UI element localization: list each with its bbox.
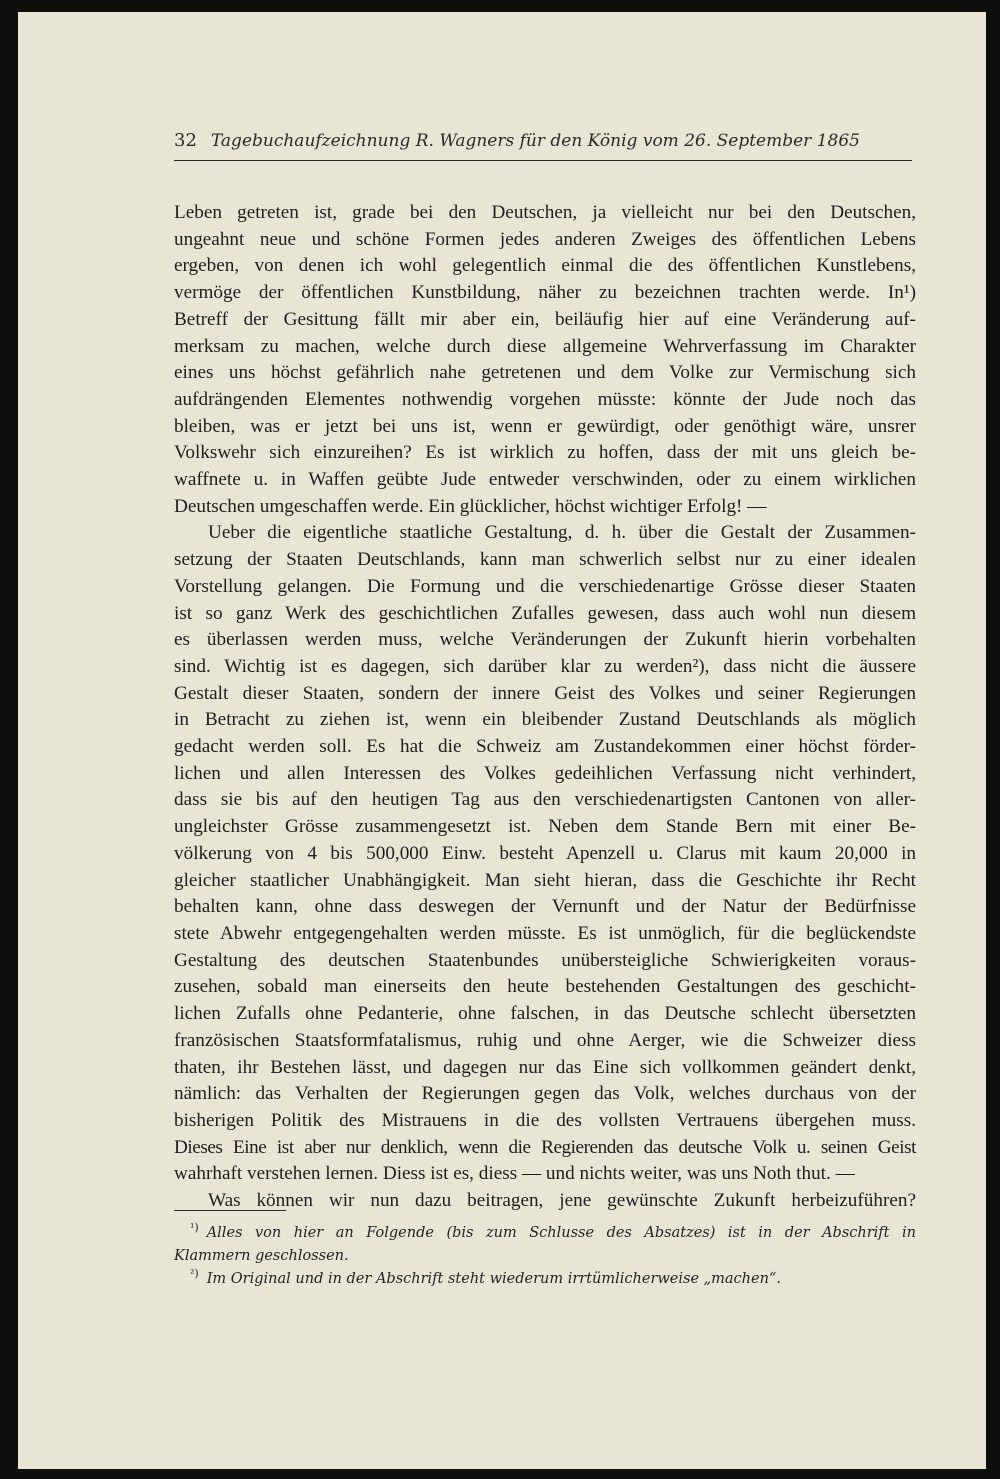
text-line: wahrhaft verstehen lernen. Diess ist es, diess — und nichts weiter, was uns Noth thut. — <box>174 1163 855 1185</box>
text-line: ergeben, von denen ich wohl gelegentlich einmal die des öffentlichen Kunstlebens, <box>174 255 916 277</box>
page-number: 32 <box>174 130 197 151</box>
footnote-text: Alles von hier an Folgende (bis zum Schlusse des Absatzes) ist in der Abschrift in <box>206 1225 916 1241</box>
body-text <box>174 200 916 1215</box>
text-line: lichen Zufalls ohne Pedanterie, ohne falschen, in das Deutsche schlecht übersetzten <box>174 1003 916 1025</box>
text-line: stete Abwehr entgegengehalten werden müsste. Es ist unmöglich, für die beglückendste <box>174 922 916 944</box>
text-line: es überlassen werden muss, welche Veränderungen der Zukunft hierin vorbehalten <box>174 629 916 651</box>
text-line: ungleichster Grösse zusammengesetzt ist. Neben dem Stande Bern mit einer Be- <box>174 816 916 838</box>
text-line: vermöge der öffentlichen Kunstbildung, näher zu bezeichnen trachten werde. In¹) <box>174 282 916 304</box>
text-line: gedacht werden soll. Es hat die Schweiz am Zustandekommen einer höchst förder- <box>174 736 916 758</box>
text-line: Gestaltung des deutschen Staatenbundes unübersteigliche Schwierigkeiten voraus- <box>174 949 916 971</box>
text-line: völkerung von 4 bis 500,000 Einw. besteht Apenzell u. Clarus mit kaum 20,000 in <box>174 842 916 864</box>
text-line: Vorstellung gelangen. Die Formung und die verschiedenartige Grösse dieser Staaten <box>174 575 916 597</box>
footnote-separator <box>174 1210 286 1211</box>
text-line: zusehen, sobald man einerseits den heute bestehenden Gestaltungen des geschicht- <box>174 976 916 998</box>
text-line: behalten kann, ohne dass deswegen der Vernunft und der Natur der Bedürfnisse <box>174 896 916 918</box>
footnote-1 <box>174 1222 916 1268</box>
text-line: bisherigen Politik des Mistrauens in die des vollsten Vertrauens übergehen muss. <box>174 1109 916 1131</box>
footnote-line <box>174 1222 916 1245</box>
footnote-marker: ²) <box>190 1267 199 1281</box>
footnote-line: Klammern geschlossen. <box>174 1248 349 1264</box>
text-line: sind. Wichtig ist es dagegen, sich darüber klar zu werden²), dass nicht die äussere <box>174 655 916 677</box>
text-line: aufdrängenden Elementes nothwendig vorgehen müsste: könnte der Jude noch das <box>174 388 916 410</box>
text-line: thaten, ihr Bestehen lässt, und dagegen nur das Eine sich vollkommen geändert denkt, <box>174 1056 916 1078</box>
text-line: waffnete u. in Waffen geübte Jude entweder verschwinden, oder zu einem wirklichen <box>174 469 916 491</box>
running-header <box>174 130 912 161</box>
text-line: dass sie bis auf den heutigen Tag aus den verschiedenartigsten Cantonen von aller- <box>174 789 916 811</box>
text-line: Was können wir nun dazu beitragen, jene gewünschte Zukunft herbeizuführen? <box>208 1190 916 1212</box>
text-line: gleicher staatlicher Unabhängigkeit. Man sieht hieran, dass die Geschichte ihr Recht <box>174 869 916 891</box>
text-line: eines uns höchst gefährlich nahe getretenen und dem Volke zur Vermischung sich <box>174 362 916 384</box>
paragraph-2 <box>174 520 916 1188</box>
text-line: Volkswehr sich einzureihen? Es ist wirklich zu hoffen, dass der mit uns gleich be- <box>174 442 916 464</box>
text-line: nämlich: das Verhalten der Regierungen gegen das Volk, welches durchaus von der <box>174 1083 916 1105</box>
footnote-2 <box>174 1268 916 1291</box>
paragraph-1 <box>174 200 916 520</box>
text-line: Dieses Eine ist aber nur denklich, wenn die Regierenden das deutsche Volk u. seinen Geist <box>174 1136 916 1158</box>
text-line: Gestalt dieser Staaten, sondern der innere Geist des Volkes und seiner Regierungen <box>174 682 916 704</box>
text-line: Leben getreten ist, grade bei den Deutschen, ja vielleicht nur bei den Deutschen, <box>174 202 916 223</box>
text-line: merksam zu machen, welche durch diese allgemeine Wehrverfassung im Charakter <box>174 335 916 357</box>
footnote-line <box>174 1268 916 1291</box>
footnote-marker: ¹) <box>190 1221 199 1235</box>
text-line: Betreff der Gesittung fällt mir aber ein, beiläufig hier auf eine Veränderung auf- <box>174 308 916 330</box>
running-title: Tagebuchaufzeichnung R. Wagners für den König vom 26. September 1865 <box>210 131 860 151</box>
text-line: bleiben, was er jetzt bei uns ist, wenn er gewürdigt, oder genöthigt wäre, unsrer <box>174 415 916 437</box>
text-line: lichen und allen Interessen des Volkes gedeihlichen Verfassung nicht verhindert, <box>174 762 916 784</box>
text-line: Ueber die eigentliche staatliche Gestaltung, d. h. über die Gestalt der Zusammen- <box>208 522 916 544</box>
text-line: ist so ganz Werk des geschichtlichen Zufalles gewesen, dass auch wohl nun diesem <box>174 602 916 624</box>
footnote-text: Im Original und in der Abschrift steht wiederum irrtümlicherweise „machen“. <box>206 1271 781 1287</box>
text-line: Deutschen umgeschaffen werde. Ein glücklicher, höchst wichtiger Erfolg! — <box>174 495 767 517</box>
text-line: setzung der Staaten Deutschlands, kann man schwerlich selbst nur zu einer idealen <box>174 549 916 571</box>
text-line: ungeahnt neue und schöne Formen jedes anderen Zweiges des öffentlichen Lebens <box>174 228 916 250</box>
text-line: in Betracht zu ziehen ist, wenn ein bleibender Zustand Deutschlands als möglich <box>174 709 916 731</box>
text-line: französischen Staatsformfatalismus, ruhig und ohne Aerger, wie die Schweizer diess <box>174 1029 916 1051</box>
